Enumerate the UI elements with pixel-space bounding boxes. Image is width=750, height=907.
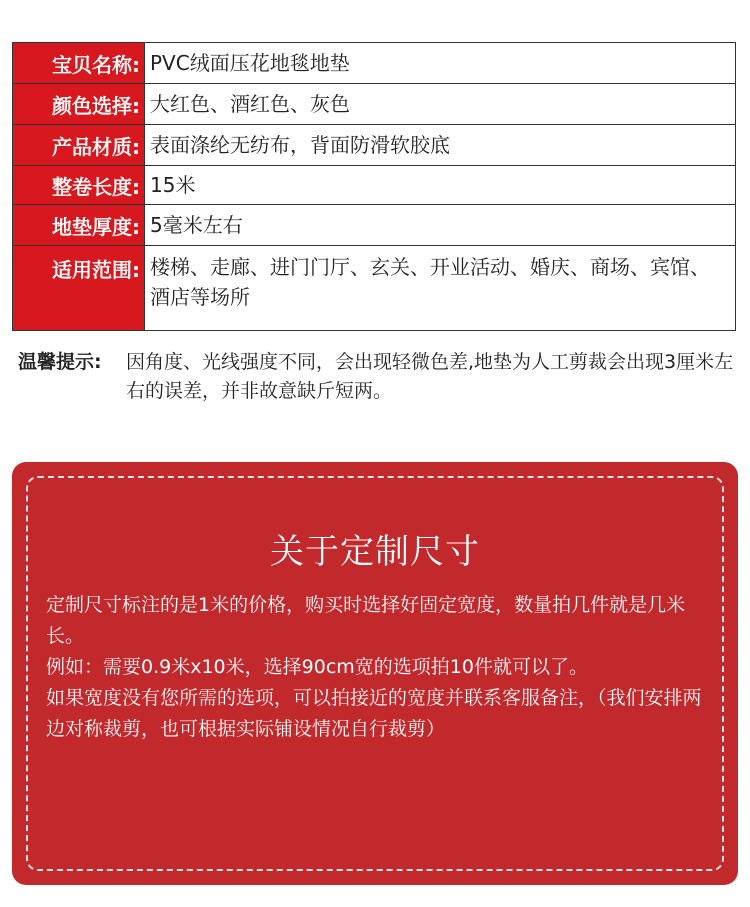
- spec-label: 宝贝名称:: [13, 43, 145, 83]
- panel-paragraph: 例如：需要0.9米x10米，选择90cm宽的选项拍10件就可以了。: [46, 656, 588, 678]
- panel-paragraph: 定制尺寸标注的是1米的价格，购买时选择好固定宽度，数量拍几件就是几米长。: [46, 594, 686, 647]
- panel-title: 关于定制尺寸: [270, 532, 480, 572]
- product-spec-table: [12, 42, 736, 331]
- spec-label: 整卷长度:: [13, 166, 145, 204]
- spec-value: 5毫米左右: [150, 213, 243, 237]
- spec-row-material: [13, 125, 735, 166]
- spec-value: 15米: [150, 173, 196, 197]
- panel-body: [46, 590, 718, 745]
- spec-row-name: [13, 43, 735, 84]
- spec-value: 表面涤纶无纺布，背面防滑软胶底: [150, 133, 450, 157]
- spec-row-color: [13, 84, 735, 125]
- tip-text: 因角度、光线强度不同，会出现轻微色差,地垫为人工剪裁会出现3厘米左右的误差，并非故意缺斤短两。: [126, 351, 734, 402]
- tip-label: 温馨提示:: [18, 351, 102, 373]
- spec-row-thickness: [13, 205, 735, 246]
- spec-label: 地垫厚度:: [13, 205, 145, 245]
- spec-label: 适用范围:: [13, 246, 145, 330]
- panel-paragraph: 如果宽度没有您所需的选项，可以拍接近的宽度并联系客服备注，（我们安排两边对称裁剪，也可根据实际铺设情况自行裁剪）: [46, 687, 702, 740]
- spec-value: 楼梯、走廊、进门门厅、玄关、开业活动、婚庆、商场、宾馆、酒店等场所: [150, 255, 710, 309]
- warm-tip: [18, 348, 738, 406]
- spec-row-usage: [13, 246, 735, 330]
- spec-label: 产品材质:: [13, 125, 145, 165]
- spec-value: 大红色、酒红色、灰色: [150, 92, 350, 116]
- spec-value: PVC绒面压花地毯地垫: [150, 51, 350, 75]
- spec-label: 颜色选择:: [13, 84, 145, 124]
- spec-row-length: [13, 166, 735, 205]
- custom-size-panel: [12, 462, 738, 885]
